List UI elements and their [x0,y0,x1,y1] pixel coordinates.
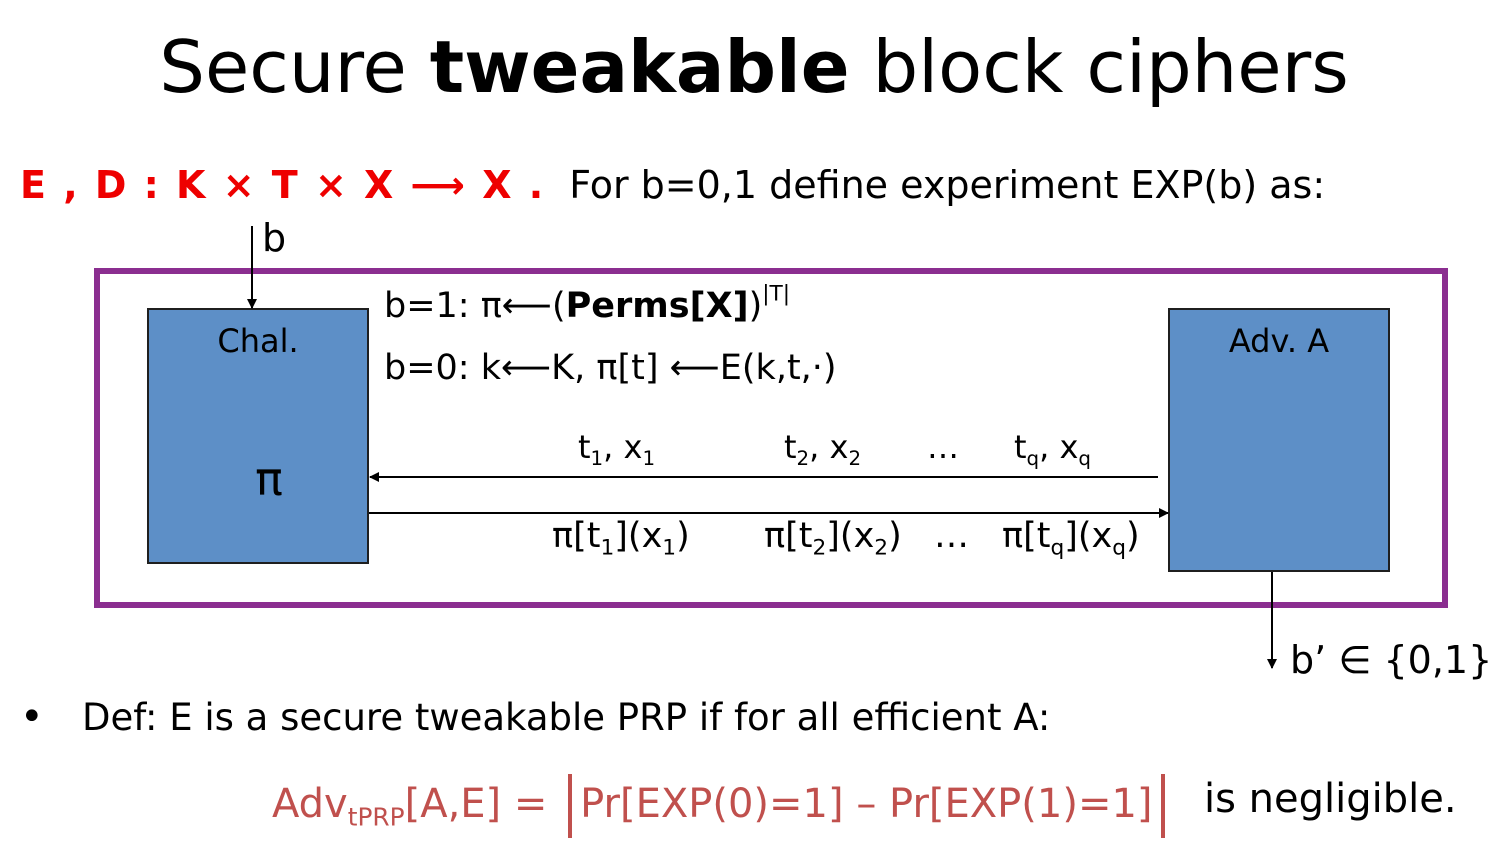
b0-case: b=0: k⟵K, π[t] ⟵E(k,t,·) [384,348,837,388]
bullet-point: • [20,694,44,740]
b1-case: b=1: π⟵(Perms[X])$^{|T|}$ [384,281,791,326]
query-ellipsis: … [927,428,959,466]
pi-symbol: π [255,452,283,506]
response-ellipsis: … [934,516,969,556]
cipher-signature: E , D : K × T × X ⟶ X . [20,163,546,207]
abs-bar-right [1161,774,1165,838]
response-1: $\pi[t_1](x_1)$ [552,516,690,561]
secure-prp-definition: Def: E is a secure tweakable PRP if for all efficient A: [82,696,1051,739]
adversary-label: Adv. A [1228,322,1330,360]
abs-bar-left [568,774,572,838]
query-q: $t_q$, $x_q$ [1014,428,1092,470]
output-bit: b’ ∈ {0,1} [1290,638,1493,682]
challenger-label: Chal. [217,322,299,360]
query-1: $t_1$, $x_1$ [578,428,656,470]
slide-title: Secure tweakable block ciphers [159,25,1349,109]
response-2: $\pi[t_2](x_2)$ [764,516,902,561]
response-q: $\pi[t_q](x_q)$ [1002,516,1140,561]
negligible-label: is negligible. [1204,776,1457,822]
advantage-formula: Adv$_{tPRP}$[A,E] = Pr[EXP(0)=1] – Pr[EXP(1)=1] [272,774,1173,838]
query-2: $t_2$, $x_2$ [784,428,862,470]
b-input-label: b [262,216,287,260]
experiment-intro: For b=0,1 define experiment EXP(b) as: [569,163,1326,207]
